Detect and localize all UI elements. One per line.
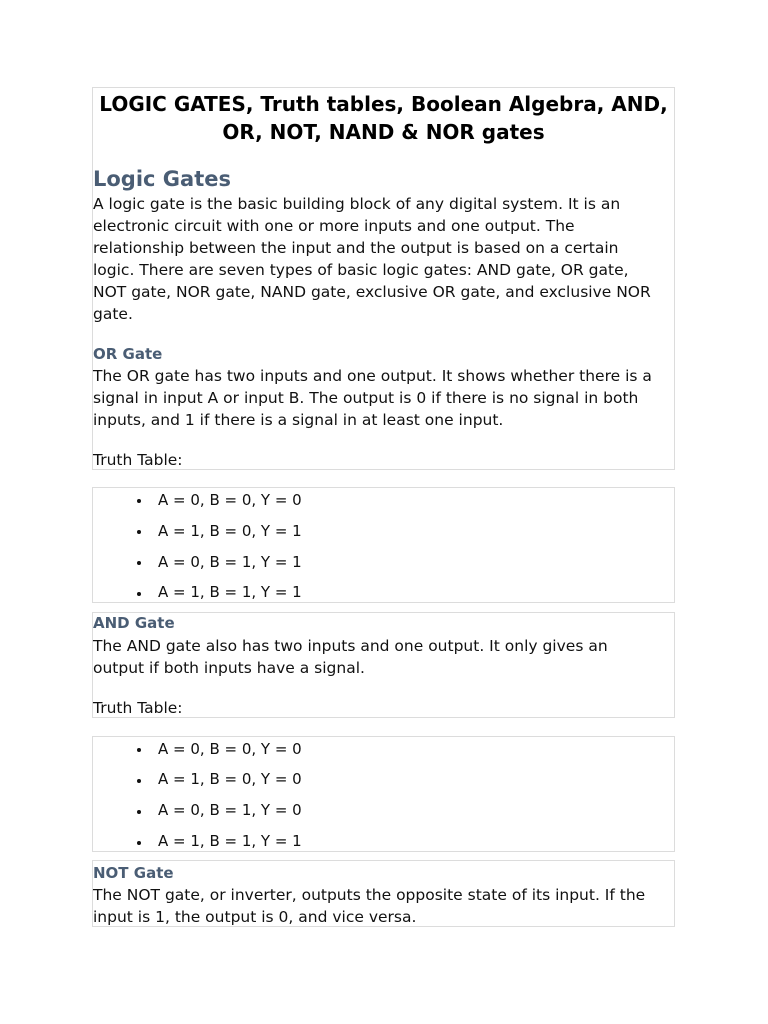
bullet-icon <box>137 779 141 783</box>
and-truth-row: A = 1, B = 1, Y = 1 <box>158 832 302 850</box>
logic-gates-paragraph-line: gate. <box>93 305 133 323</box>
logic-gates-heading: Logic Gates <box>93 167 231 191</box>
or-truth-row: A = 1, B = 1, Y = 1 <box>158 583 302 601</box>
bullet-icon <box>137 810 141 814</box>
not-gate-paragraph-line: The NOT gate, or inverter, outputs the opposite state of its input. If the <box>93 886 646 904</box>
or-gate-paragraph-line: inputs, and 1 if there is a signal in at least one input. <box>93 411 504 429</box>
document-title: LOGIC GATES, Truth tables, Boolean Algebra, AND, OR, NOT, NAND & NOR gates <box>99 92 668 144</box>
not-gate-paragraph-line: input is 1, the output is 0, and vice versa. <box>93 908 417 926</box>
bullet-icon <box>137 592 141 596</box>
logic-gates-paragraph-line: logic. There are seven types of basic logic gates: AND gate, OR gate, <box>93 261 629 279</box>
bullet-icon <box>137 499 141 503</box>
and-truth-row: A = 0, B = 1, Y = 0 <box>158 801 302 819</box>
or-gate-paragraph-line: signal in input A or input B. The output is 0 if there is no signal in both <box>93 389 639 407</box>
or-truth-row: A = 1, B = 0, Y = 1 <box>158 522 302 540</box>
not-gate-heading: NOT Gate <box>93 864 174 882</box>
bullet-icon <box>137 561 141 565</box>
and-gate-heading: AND Gate <box>93 614 175 632</box>
or-gate-paragraph-line: The OR gate has two inputs and one output. It shows whether there is a <box>93 367 652 385</box>
logic-gates-paragraph-line: NOT gate, NOR gate, NAND gate, exclusive OR gate, and exclusive NOR <box>93 283 651 301</box>
bullet-icon <box>137 748 141 752</box>
logic-gates-paragraph-line: electronic circuit with one or more inputs and one output. The <box>93 217 575 235</box>
or-gate-heading: OR Gate <box>93 345 163 363</box>
and-truth-row: A = 1, B = 0, Y = 0 <box>158 770 302 788</box>
bullet-icon <box>137 841 141 845</box>
and-truth-table-label: Truth Table: <box>93 699 183 717</box>
or-truth-row: A = 0, B = 1, Y = 1 <box>158 553 302 571</box>
bullet-icon <box>137 530 141 534</box>
logic-gates-paragraph-line: relationship between the input and the output is based on a certain <box>93 239 619 257</box>
and-gate-paragraph-line: output if both inputs have a signal. <box>93 659 365 677</box>
and-truth-row: A = 0, B = 0, Y = 0 <box>158 740 302 758</box>
or-truth-table-label: Truth Table: <box>93 451 183 469</box>
logic-gates-paragraph-line: A logic gate is the basic building block of any digital system. It is an <box>93 195 621 213</box>
or-truth-row: A = 0, B = 0, Y = 0 <box>158 491 302 509</box>
and-gate-paragraph-line: The AND gate also has two inputs and one output. It only gives an <box>93 637 608 655</box>
